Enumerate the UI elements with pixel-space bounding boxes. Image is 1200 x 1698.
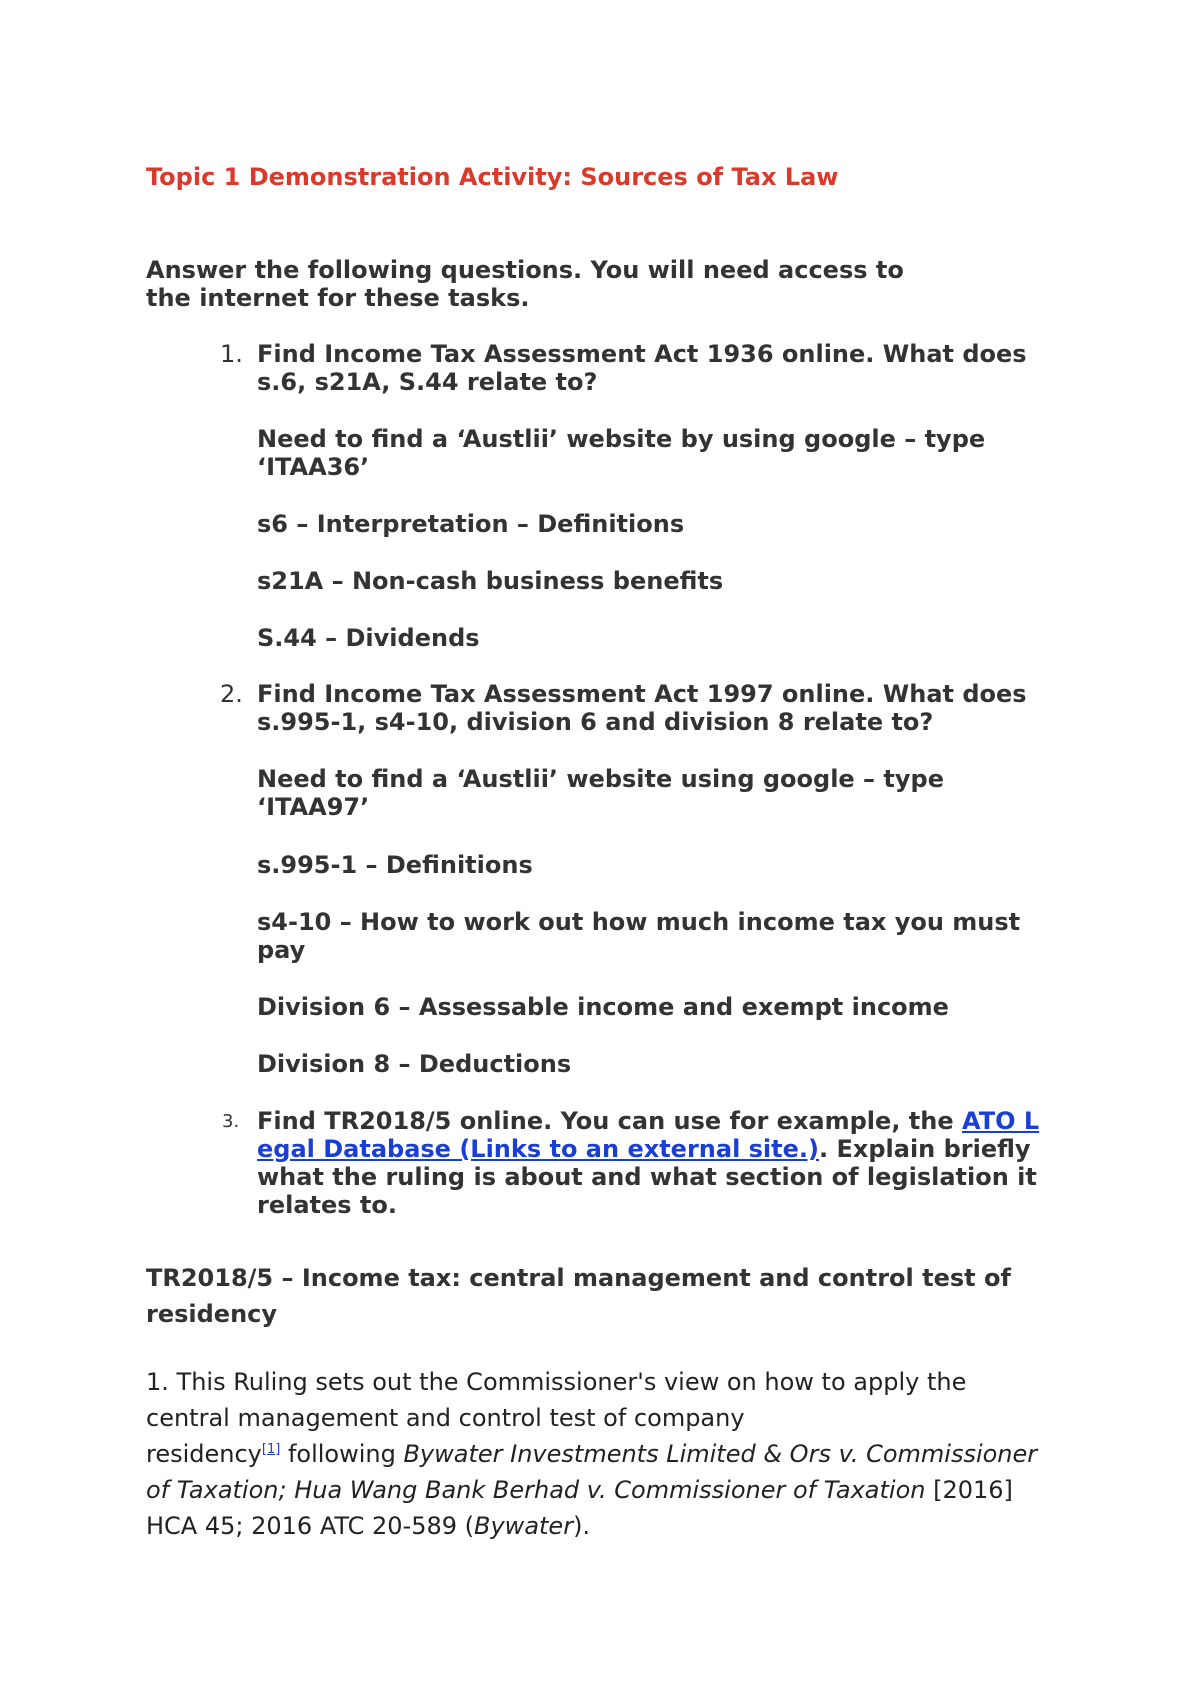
question-2-hint-line-2: ‘ITAA97’ [257,793,370,821]
ruling-heading-line-2: residency [146,1300,278,1328]
question-1-line-1: Find Income Tax Assessment Act 1936 online. What does [257,340,1027,368]
ruling-text-following: following [280,1440,404,1468]
question-2-hint [257,765,1067,821]
question-1-line-2: s.6, s21A, S.44 relate to? [257,368,598,396]
ruling-paragraph-line-1: 1. This Ruling sets out the Commissioner's view on how to apply the [146,1368,967,1396]
question-2-answer-3: Division 6 – Assessable income and exempt income [257,993,949,1021]
question-3-text-1: Find TR2018/5 online. You can use for example, the [257,1107,962,1135]
intro-line-1: Answer the following questions. You will need access to [146,256,904,284]
question-3-line-1 [257,1107,1067,1135]
ruling-heading-line-1: TR2018/5 – Income tax: central management and control test of [146,1264,1011,1292]
question-1-hint-line-1: Need to find a ‘Austlii’ website by using google – type [257,425,986,453]
question-2-answer-2-line-2: pay [257,936,306,964]
question-2-answer-4: Division 8 – Deductions [257,1050,572,1078]
question-2 [257,680,1067,736]
question-1-hint-line-2: ‘ITAA36’ [257,453,370,481]
question-1-answer-3: S.44 – Dividends [257,624,480,652]
question-1-number: 1. [220,340,243,368]
ruling-text-end: ). [573,1512,591,1540]
intro-line-2: the internet for these tasks. [146,284,530,312]
question-1-hint [257,425,1067,481]
question-2-line-2: s.995-1, s4-10, division 6 and division 8 relate to? [257,708,934,736]
footnote-ref [262,1442,280,1457]
ruling-heading [146,1260,1046,1332]
ruling-paragraph [146,1364,1066,1544]
question-2-hint-line-1: Need to find a ‘Austlii’ website using google – type [257,765,944,793]
question-3-text-2: . Explain briefly [819,1135,1031,1163]
question-3 [257,1107,1067,1219]
question-1-answer-2: s21A – Non-cash business benefits [257,567,724,595]
ruling-text-year: [2016] [925,1476,1013,1504]
ato-legal-database-link-part-1[interactable]: ATO L [961,1107,1040,1135]
question-2-answer-1: s.995-1 – Definitions [257,851,533,879]
document-title: Topic 1 Demonstration Activity: Sources of Tax Law [146,163,839,191]
ato-legal-database-link-part-2[interactable]: egal Database (Links to an external site.) [257,1135,819,1163]
question-3-line-4: relates to. [257,1191,398,1219]
question-3-number: 3. [222,1111,240,1132]
ruling-text-citation: HCA 45; 2016 ATC 20-589 ( [146,1512,475,1540]
ruling-text-residency: residency [146,1440,262,1468]
case-name-italic-1: Bywater Investments Limited & Ors v. Commissioner [403,1440,1038,1468]
question-2-number: 2. [220,680,243,708]
question-3-line-2 [257,1135,1067,1163]
question-2-answer-2-line-1: s4-10 – How to work out how much income tax you must [257,908,1021,936]
ruling-paragraph-line-5 [146,1508,1066,1544]
case-name-italic-2: of Taxation; Hua Wang Bank Berhad v. Commissioner of Taxation [146,1476,926,1504]
ruling-paragraph-line-2: central management and control test of company [146,1404,745,1432]
question-2-line-1: Find Income Tax Assessment Act 1997 online. What does [257,680,1027,708]
intro-text [146,256,966,312]
question-3-line-3: what the ruling is about and what section of legislation it [257,1163,1037,1191]
ruling-paragraph-line-3 [146,1436,1066,1472]
ruling-paragraph-line-4 [146,1472,1066,1508]
case-short-name: Bywater [474,1512,574,1540]
footnote-link[interactable]: [1] [261,1442,281,1457]
question-1 [257,340,1067,396]
question-1-answer-1: s6 – Interpretation – Definitions [257,510,685,538]
question-2-answer-2 [257,908,1067,964]
